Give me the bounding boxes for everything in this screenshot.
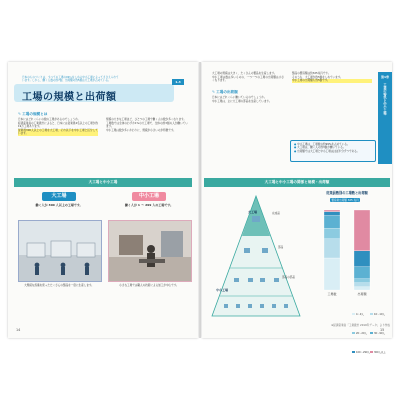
note-line: ● 大工場は、働く人の約3割が働いている。 — [294, 146, 346, 150]
paragraph: 日本にはどれくらい働いているのでしょうか。 — [212, 96, 267, 99]
page-title: 工場の規模と出荷額 — [22, 92, 117, 103]
pyramid-level: 完成品 — [272, 212, 280, 215]
legend-swatch — [352, 313, 355, 315]
bar-segment — [324, 228, 340, 238]
bar-segment — [354, 210, 370, 251]
legend-item — [352, 313, 370, 316]
small-factory-badge — [112, 192, 186, 214]
subheading-shipments — [212, 90, 238, 95]
bar-segment — [354, 279, 370, 283]
legend-label: 30〜99人 — [374, 332, 385, 335]
subheading-text: 工場の出荷額 — [216, 90, 238, 94]
workshop-image — [109, 221, 191, 281]
legend-swatch — [352, 332, 355, 334]
bar-segment — [324, 258, 340, 290]
legend-swatch — [352, 351, 355, 353]
category-label: 工場数 — [327, 292, 337, 296]
legend-label: 10〜19人 — [374, 313, 385, 316]
legend-item — [352, 351, 370, 354]
paragraph: 日本にはどれくらいの数の工場があるのでしょうか。 — [18, 118, 81, 121]
bar-segment — [324, 212, 340, 216]
highlighted-paragraph: 中小工場の出荷額も約5割です。 — [292, 79, 372, 83]
intro-line: 日本のものづくりは、すべての工場の99％をしめる中小工場によってささえられて — [22, 76, 119, 79]
chapter-tab — [378, 72, 392, 164]
big-factory-badge — [22, 192, 96, 214]
right-col-2 — [292, 72, 372, 83]
paragraph: 中小工場は、主に大工場の部品を生産しています。 — [212, 99, 272, 103]
bar-segment — [324, 216, 340, 229]
page-number: 14 — [16, 328, 21, 332]
right-col-1 — [212, 72, 284, 83]
chart-title: 従業員数別の工場数と出荷額 — [326, 191, 368, 195]
chapter-vertical-title: 工業の特色と中小工場 — [382, 83, 387, 115]
legend-item — [370, 332, 388, 335]
big-factory-photo — [18, 220, 102, 282]
chapter-label: 第1章 — [380, 75, 390, 79]
paragraph: そのうち、大工場が約5割をしめています。 — [292, 75, 343, 79]
legend-item — [370, 351, 388, 354]
legend-swatch — [370, 313, 373, 315]
body-col-2 — [106, 118, 188, 132]
section-banner: 大工場と中小工場の関係と規模・出荷額 — [204, 178, 390, 187]
legend-label: 20〜29人 — [356, 332, 367, 335]
page-number: 15 — [380, 328, 385, 332]
paragraph: 大工場の規模は大きく、たくさんの製品を生産します。 — [212, 72, 277, 75]
legend-swatch — [370, 351, 373, 353]
bar-segment — [354, 283, 370, 287]
pyramid-mid-label: 中小工場 — [216, 288, 229, 292]
pyramid-level: 部品の部品 — [282, 276, 295, 279]
big-photo-caption: 大規模な設備を使ったたくさんの製品を一度に生産します。 — [24, 284, 94, 287]
subheading-text: 工場の規模とは — [22, 112, 48, 116]
right-col-text — [212, 96, 284, 103]
paragraph: 規模の大きな工場ほど、ひとつの工場で働く人の数が多くなります。 — [106, 118, 187, 121]
bar-segment — [324, 239, 340, 258]
subheading-scale — [18, 112, 47, 117]
legend-label: 100〜299人 — [356, 351, 370, 354]
bar-segment — [354, 267, 370, 279]
right-page — [202, 62, 392, 354]
pencil-icon: ✎ — [18, 112, 22, 116]
body-col-1 — [18, 118, 98, 136]
chart-subtitle: 製造業出荷額 325 兆円 — [331, 199, 359, 202]
stacked-bar-chart — [314, 206, 384, 298]
legend-item — [352, 332, 370, 335]
paragraph: 製品の製造額は約325兆円です。 — [292, 72, 331, 75]
legend-swatch — [370, 332, 373, 334]
note-line: ● 出荷額では大工場と中小工場はほぼ半分ずつである。 — [294, 149, 360, 153]
factory-line-image — [19, 221, 101, 281]
footer-note: ※経済産業省「工業統計 2019年データ」より作成 — [331, 324, 390, 327]
left-page — [8, 62, 198, 338]
big-factory-label: 大工場 — [42, 192, 76, 201]
section-number: 1-3 — [172, 79, 184, 85]
bar-segment — [354, 287, 370, 290]
paragraph: 中小工場は数は多いものの、一つ一つの工場の出荷額は小さくなります。 — [212, 75, 284, 82]
note-line: ● 中小工場は、工場数の約99%を占めている。 — [294, 143, 350, 146]
small-factory-label: 中小工場 — [132, 192, 166, 201]
small-photo-caption: 小さな工場では職人の技術による加工が中心です。 — [119, 284, 179, 287]
pyramid-top-label: 大工場 — [248, 210, 258, 214]
small-factory-photo — [108, 220, 192, 282]
highlighted-paragraph: 従業員300人以上の工場を大工場、それ以下を中小工場と区分しています。 — [18, 128, 98, 135]
pyramid-level: 部品 — [278, 246, 284, 249]
paragraph: 中小工場は数が多いかわりに、規模が小さいのが特徴です。 — [106, 128, 176, 132]
intro-text — [22, 76, 187, 83]
paragraph: 経済産業省の工業統計によると、日本には従業員4名以上の工場が約19万工場あります。 — [18, 121, 98, 128]
category-label: 出荷額 — [357, 292, 367, 296]
legend-label: 4〜9人 — [356, 313, 364, 316]
gutter — [199, 62, 201, 338]
paragraph: 工場数では全体のわずか1%の大工場で、全体の約3割の人が働いています。 — [106, 121, 188, 128]
big-factory-desc: 働く人が 300 人以上の工場です。 — [35, 203, 83, 207]
pencil-icon: ✎ — [212, 90, 216, 94]
bar-segment — [354, 251, 370, 267]
legend-item — [370, 313, 388, 316]
section-banner: 大工場と中小工場 — [14, 178, 192, 187]
note-box — [290, 140, 376, 162]
legend-label: 300人以上 — [374, 351, 386, 354]
bar-segment — [324, 210, 340, 212]
small-factory-desc: 働く人が 1 〜 299 人の工場です。 — [124, 203, 174, 207]
intro-line: います。しかし、働く人数の約7割、出荷額の約5割は大工場が占めている。 — [22, 79, 111, 83]
